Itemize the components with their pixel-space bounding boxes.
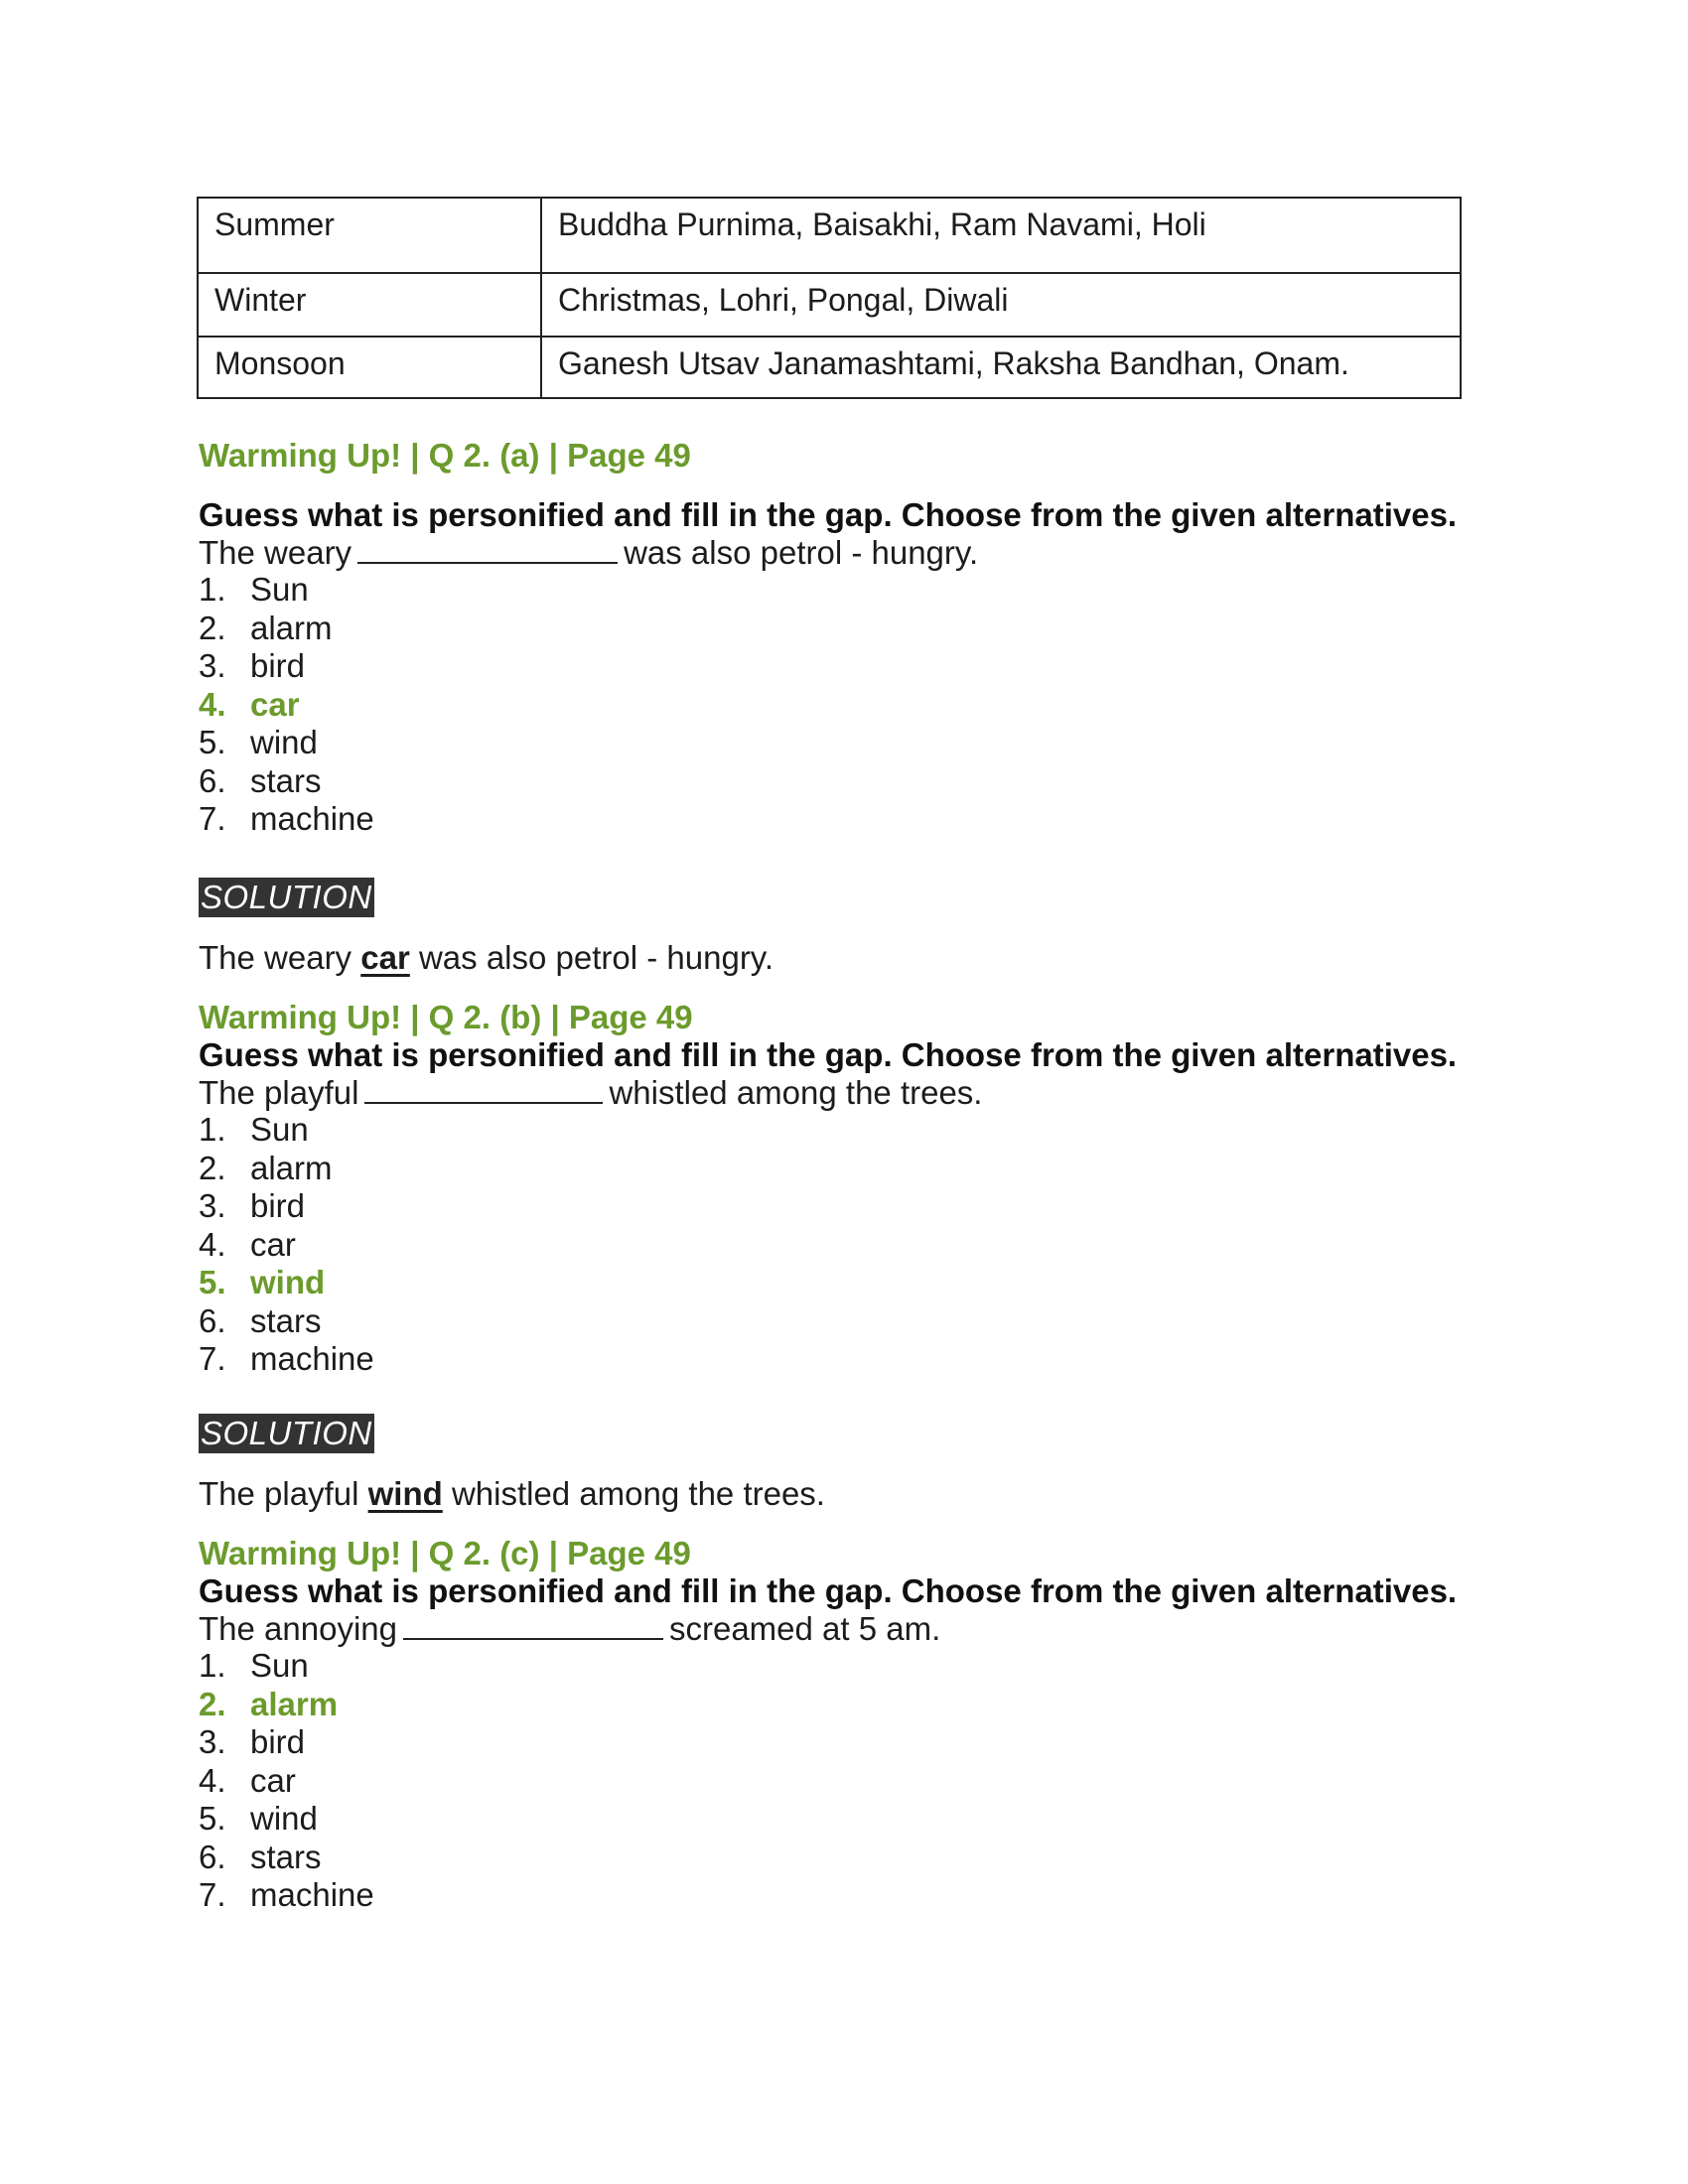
solution-answer [199, 1475, 1489, 1513]
option-number: 6. [199, 1838, 226, 1875]
answer-blank [403, 1610, 663, 1640]
option-item [199, 1150, 1489, 1188]
option-number: 4. [199, 1761, 226, 1799]
option-number: 3. [199, 1187, 226, 1224]
question-instruction: Guess what is personified and fill in the gap. Choose from the given alternatives. [199, 1572, 1458, 1609]
option-number: 5. [199, 724, 226, 760]
options-list [199, 571, 1489, 839]
option-item [199, 1647, 1489, 1686]
option-text: alarm [250, 609, 333, 646]
question-instruction: Guess what is personified and fill in the gap. Choose from the given alternatives. [199, 496, 1458, 533]
sentence-start: The playful [199, 1074, 359, 1111]
option-item [199, 610, 1489, 648]
season-cell: Monsoon [198, 337, 541, 398]
option-text: Sun [250, 1647, 309, 1684]
answer-start: The weary [199, 939, 352, 976]
option-number: 1. [199, 1647, 226, 1684]
option-text: car [250, 685, 300, 723]
fill-blank-sentence [199, 1610, 1489, 1647]
option-number: 7. [199, 800, 226, 837]
answer-end: was also petrol - hungry. [418, 939, 774, 976]
fill-blank-sentence [199, 1074, 1489, 1111]
festivals-cell: Buddha Purnima, Baisakhi, Ram Navami, Holi [541, 198, 1461, 273]
option-number: 4. [199, 685, 226, 723]
answer-word: wind [367, 1475, 443, 1512]
option-text: car [250, 1225, 296, 1263]
solution-badge: SOLUTION [201, 879, 372, 915]
option-text: bird [250, 1723, 306, 1760]
season-cell: Winter [198, 273, 541, 337]
option-text: alarm [250, 1685, 339, 1722]
question-section-b [199, 999, 1489, 1379]
option-number: 5. [199, 1264, 226, 1300]
option-item [199, 1187, 1489, 1226]
option-item [199, 1226, 1489, 1265]
option-text: Sun [250, 571, 309, 608]
option-number: 7. [199, 1340, 226, 1377]
option-text: wind [250, 1800, 318, 1837]
answer-blank [357, 534, 618, 564]
option-text: wind [250, 1264, 326, 1300]
question-heading: Warming Up! | Q 2. (b) | Page 49 [199, 999, 693, 1035]
question-heading: Warming Up! | Q 2. (a) | Page 49 [199, 437, 691, 474]
option-item [199, 686, 1489, 725]
option-number: 6. [199, 761, 226, 799]
option-number: 3. [199, 647, 226, 684]
option-number: 3. [199, 1723, 226, 1760]
table-row [198, 273, 1461, 337]
fill-blank-sentence [199, 534, 1489, 571]
sentence-end: screamed at 5 am. [668, 1610, 941, 1647]
season-festival-table [197, 197, 1462, 399]
season-cell: Summer [198, 198, 541, 273]
option-number: 5. [199, 1800, 226, 1837]
option-text: stars [250, 1301, 322, 1339]
option-text: machine [250, 1340, 374, 1377]
table-row [198, 198, 1461, 273]
option-number: 6. [199, 1301, 226, 1339]
option-text: bird [250, 1187, 306, 1224]
option-item [199, 800, 1489, 839]
option-item [199, 1762, 1489, 1801]
solution-section-a [199, 878, 1489, 977]
sentence-start: The weary [199, 534, 352, 571]
answer-start: The playful [199, 1475, 359, 1512]
option-item [199, 571, 1489, 610]
option-text: car [250, 1761, 296, 1799]
option-item [199, 1723, 1489, 1762]
option-item [199, 1839, 1489, 1877]
option-text: stars [250, 1838, 322, 1875]
option-item [199, 724, 1489, 762]
option-number: 7. [199, 1876, 226, 1913]
question-instruction: Guess what is personified and fill in the gap. Choose from the given alternatives. [199, 1036, 1458, 1073]
option-text: wind [250, 724, 318, 760]
option-text: machine [250, 800, 374, 837]
option-item [199, 1302, 1489, 1341]
solution-answer [199, 939, 1489, 977]
options-list [199, 1647, 1489, 1915]
answer-word: car [360, 939, 410, 976]
question-section-a [199, 437, 1489, 839]
option-item [199, 1686, 1489, 1724]
option-text: Sun [250, 1111, 309, 1148]
options-list [199, 1111, 1489, 1379]
option-item [199, 1800, 1489, 1839]
answer-end: whistled among the trees. [451, 1475, 825, 1512]
festivals-cell: Ganesh Utsav Janamashtami, Raksha Bandhan, Onam. [541, 337, 1461, 398]
option-number: 2. [199, 609, 226, 646]
festivals-cell: Christmas, Lohri, Pongal, Diwali [541, 273, 1461, 337]
option-text: machine [250, 1876, 374, 1913]
option-number: 4. [199, 1225, 226, 1263]
sentence-end: whistled among the trees. [609, 1074, 983, 1111]
sentence-end: was also petrol - hungry. [624, 534, 979, 571]
option-text: alarm [250, 1149, 333, 1186]
answer-blank [364, 1074, 603, 1104]
option-number: 2. [199, 1149, 226, 1186]
option-text: bird [250, 647, 306, 684]
option-text: stars [250, 761, 322, 799]
option-item [199, 762, 1489, 801]
option-item [199, 1340, 1489, 1379]
question-heading: Warming Up! | Q 2. (c) | Page 49 [199, 1535, 691, 1571]
table-row [198, 337, 1461, 398]
option-number: 1. [199, 571, 226, 608]
sentence-start: The annoying [199, 1610, 397, 1647]
option-item [199, 1876, 1489, 1915]
option-item [199, 647, 1489, 686]
solution-badge: SOLUTION [201, 1415, 372, 1451]
option-number: 2. [199, 1685, 226, 1722]
option-item [199, 1264, 1489, 1302]
option-number: 1. [199, 1111, 226, 1148]
solution-section-b [199, 1414, 1489, 1513]
option-item [199, 1111, 1489, 1150]
question-section-c [199, 1535, 1489, 1915]
